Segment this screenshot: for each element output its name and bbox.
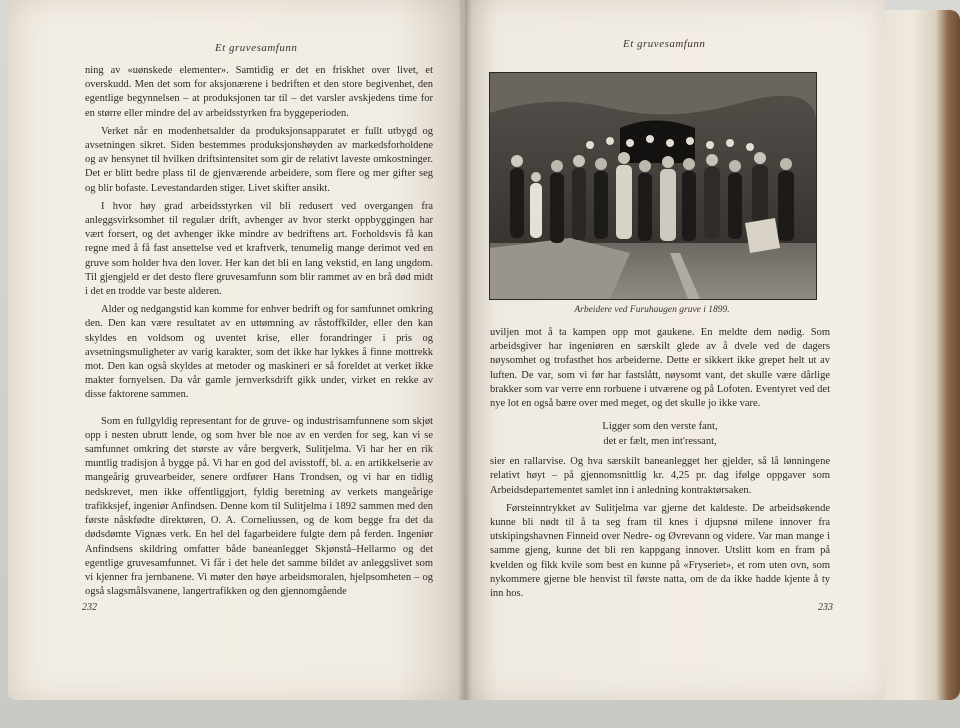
left-paragraph: Som en fullgyldig representant for de gruve- og industrisamfunnene som skjøt opp i nesten ubrutt lende, og som hver ble noe av en verden for seg, kan vi se samfunnet omkring det største av våre bergverk, Sulitjelma. Vi har her en rik muntlig tradisjon å bygge på. Vi har en god del avisstoff, bl. a. en artikkelserie av mangeårig gruvearbeider, senere ordfører Hans Trondsen, og vi har en tidlig nedskrevet, men ikke offentliggjort, fyldig beretning av verkets mangeårige trafikksjef, ingeniør Anfindsen. Denne kom til Sulitjelma i 1892 sammen med den første nåskfødte direktøren, O. A. Corneliussen, og de kom begge fra det da dødsdømte Vignæs verk. En hel del fagarbeidere fulgte dem på ferden. Ingeniør Anfindsens skildring omfatter både baneanlegget Skjønstå–Hellarmo og det egentlige gruvesamfunnet. Vi får i det hele det samme bildet av anleggslivet som vi kjenner fra jernbanene. Vi møter den høye arbeidsmoralen, hjelpsomheten – og også slagsmålsvanene, langertrafikken og den gjennomgående [85,415,433,598]
book-gutter [458,0,472,700]
right-paragraph: Førsteinntrykket av Sulitjelma var gjerne det kaldeste. De arbeidsøkende kunne bli nødt til å ta seg fram til knes i djupsnø milene innover fra utskipingshavnen Finneid over Nedre- og Øvrevann og videre. Var man mange i samme gjeng, kunne det bli ren kappgang innover. Utslitt kom en fram på kvelden og fikk kvile som best en kunne på «Fryseriet», et rom uten ovn, som nykommere gjerne ble henvist til første natta, om de da ikke hadde kjente å ty inn hos. [490,502,830,600]
right-page-number: 233 [818,602,833,613]
left-page-number: 232 [82,602,97,613]
right-page-body [490,326,830,605]
left-paragraph: ning av «uønskede elementer». Samtidig er det en friskhet over livet, et overskudd. Men det som for aksjonærene i bedriften et den store begivenhet, den egentlige begynnelsen – at produksjonen tar til – det varsler avskjedens time for en større eller mindre del av arbeidsstyrken fra byggeperioden. [85,65,433,119]
left-paragraph: Verket når en modenhetsalder da produksjonsapparatet er fullt utbygd og avsetningen sikret. Siden bestemmes produksjonshøyden av markedsforholdene og av hensynet til hvilken driftsintensitet som gir de relativt laveste omkostninger. Det er blitt bedre plass til de gjenværende arbeidere, som flere og mer gifter seg og blir bofaste. Levestandarden stiger. Livet skifter ansikt. [85,125,433,194]
book-edge [880,10,960,700]
historic-photo [489,72,817,300]
left-paragraph: I hvor høy grad arbeidsstyrken vil bli redusert ved overgangen fra anleggsvirksomhet til regulær drift, avhenger av hvor sterkt oppbyggingen har vært forsert, og det avhenger ikke mindre av bedriftens art. Forholdsvis få kan regne med å få fast ansettelse ved et kraftverk, tenumelig mange derimot ved en gruve som holder hva den lover. Her kan det bli en lang vekstid, en lang ungdom. Til gjengjeld er det desto flere gruvesamfunn som blir rammet av en brå død midt i det en trodde var beste alderen. [85,200,433,298]
right-paragraph: sier en rallarvise. Og hva særskilt baneanlegget her gjelder, så lå lønningene relativt høyt – på gjennomsnittlig kr. 4,25 pr. dag ifølge oppgaver som Arbeidsdepartementet samlet inn i anledning kontraktørsaken. [490,456,830,496]
left-running-head: Et gruvesamfunn [215,42,298,54]
left-paragraph: Alder og nedgangstid kan komme for enhver bedrift og for samfunnet omkring den. Den kan være resultatet av en uttømning av råstoffkilder, eller den kan skyldes en voldsom og uventet krise, eller forandringer i pris og avsetningsmuligheter av varig karakter, som det ikke har lykkes å finne mottrekk mot. Den kan også skyldes at metoder og maskineri er så foreldet at verket ikke makter fornyelsen. Da vår gamle jernverksdrift gikk under, virket en rekke av disse faktorene sammen. [85,304,433,401]
left-page-body [85,64,433,603]
verse-line: det er fælt, men int'ressant, [603,436,717,448]
verse-block [490,419,830,449]
photo-illustration [490,73,816,299]
right-running-head: Et gruvesamfunn [623,38,706,50]
verse-line: Ligger som den verste fant, [602,421,718,433]
photo-caption: Arbeidere ved Furuhaugen gruve i 1899. [574,305,730,315]
right-paragraph: uviljen mot å ta kampen opp mot gaukene. En meldte dem nødig. Som arbeidsgiver har ingeniøren en særskilt glede av å dvele ved de dagers nøysomhet og trofasthet hos arbeiderne. Dette er sikkert ikke grepet helt ut av luften. De var, som vi før har fastslått, nøysomt vant, det skulle være dårlige brakker som var verre enn rorbuene i utværene og på Lofoten. Eventyret ved det nye lot en også bære over med meget, og det skulle jo ikke vare. [490,327,830,410]
